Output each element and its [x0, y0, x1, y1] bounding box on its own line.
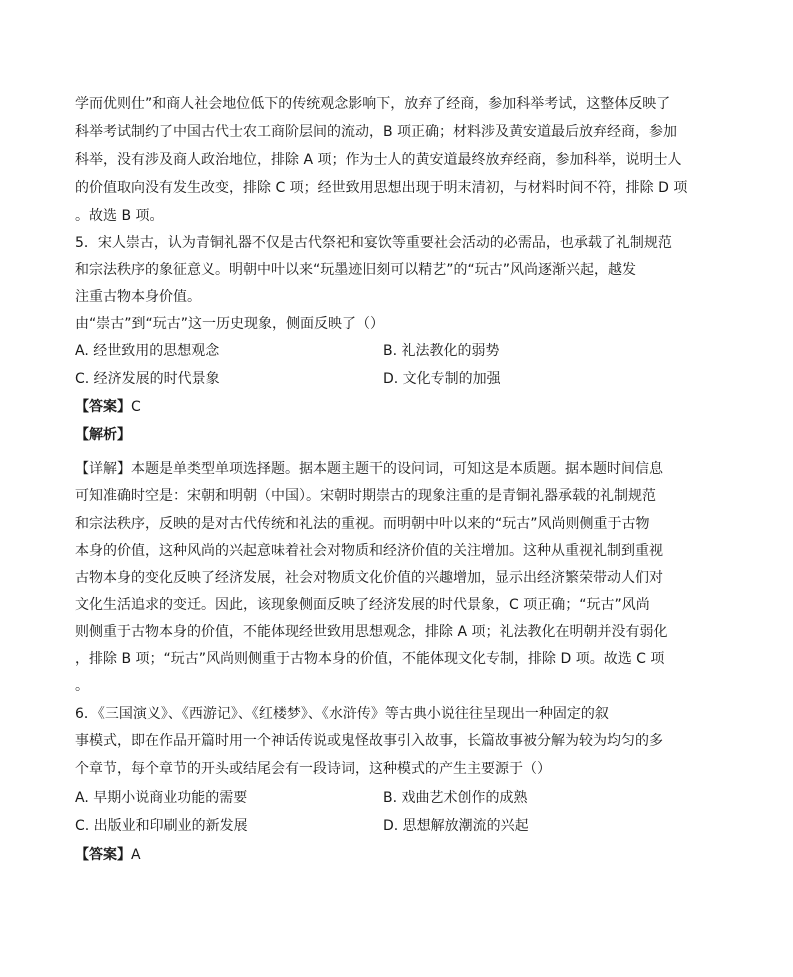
q5-detail-line-4: 本身的价值，这种风尚的兴起意味着社会对物质和经济价值的关注增加。这种从重视礼制到重视 [75, 543, 663, 559]
q5-option-a: A. 经世致用的思想观念 [75, 343, 220, 359]
q5-option-c: C. 经济发展的时代景象 [75, 371, 220, 387]
q6-option-d: D. 思想解放潮流的兴起 [383, 818, 529, 834]
q5-answer-value: C [131, 399, 141, 415]
prev-analysis-line-5: 。故选 B 项。 [75, 208, 164, 224]
q5-stem-line-2: 和宗法秩序的象征意义。明朝中叶以来“玩墨迹旧刻可以精艺”的“玩古”风尚逐渐兴起，越发 [75, 262, 637, 278]
q5-detail-line-2: 可知准确时空是：宋朝和明朝（中国）。宋朝时期崇古的现象注重的是青铜礼器承载的礼制规范 [75, 488, 656, 504]
q6-answer [75, 845, 141, 865]
q5-detail-line-3: 和宗法秩序，反映的是对古代传统和礼法的重视。而明朝中叶以来的“玩古”风尚则侧重于古物 [75, 516, 650, 532]
q5-answer [75, 397, 141, 417]
q6-answer-label: 【答案】 [75, 847, 131, 863]
prev-analysis-line-4: 的价值取向没有发生改变，排除 C 项；经世致用思想出现于明末清初，与材料时间不符，排除 D 项 [75, 180, 688, 196]
q5-stem-line-1: 5．宋人崇古，认为青铜礼器不仅是古代祭祀和宴饮等重要社会活动的必需品，也承载了礼制规范 [75, 235, 672, 251]
q5-option-b: B. 礼法教化的弱势 [383, 343, 500, 359]
q6-stem-line-3: 个章节，每个章节的开头或结尾会有一段诗词，这种模式的产生主要源于（） [75, 761, 551, 777]
q6-stem-line-2: 事模式，即在作品开篇时用一个神话传说或鬼怪故事引入故事，长篇故事被分解为较为均匀的多 [75, 733, 663, 749]
q5-detail-line-6: 文化生活追求的变迁。因此，该现象侧面反映了经济发展的时代景象，C 项正确；“玩古”风尚 [75, 597, 650, 613]
q5-analysis-label [75, 425, 131, 445]
q5-stem-line-3: 注重古物本身价值。 [75, 289, 201, 305]
q5-stem-line-4: 由“崇古”到“玩古”这一历史现象，侧面反映了（） [75, 316, 385, 332]
prev-analysis-line-3: 科举，没有涉及商人政治地位，排除 A 项；作为士人的黄安道最终放弃经商，参加科举，说明士人 [75, 152, 682, 168]
q5-detail-line-1: 【详解】本题是单类型单项选择题。据本题主题干的设问词，可知这是本质题。据本题时间信息 [75, 461, 663, 477]
q5-analysis-label-text: 【解析】 [75, 427, 131, 443]
q6-option-c: C. 出版业和印刷业的新发展 [75, 818, 248, 834]
q5-detail-line-7: 则侧重于古物本身的价值，不能体现经世致用思想观念，排除 A 项；礼法教化在明朝并没有弱化 [75, 624, 668, 640]
q6-option-a: A. 早期小说商业功能的需要 [75, 790, 248, 806]
q5-option-d: D. 文化专制的加强 [383, 371, 501, 387]
q5-detail-line-5: 古物本身的变化反映了经济发展，社会对物质文化价值的兴趣增加，显示出经济繁荣带动人们对 [75, 570, 663, 586]
q5-detail-line-9: 。 [75, 678, 89, 694]
q5-detail-line-8: ，排除 B 项；“玩古”风尚则侧重于古物本身的价值，不能体现文化专制，排除 D 项。故选 C 项 [75, 651, 665, 667]
prev-analysis-line-1: 学而优则仕”和商人社会地位低下的传统观念影响下，放弃了经商，参加科举考试，这整体反映了 [75, 96, 671, 112]
q6-stem-line-1: 6．《三国演义》、《西游记》、《红楼梦》、《水浒传》等古典小说往往呈现出一种固定的叙 [75, 706, 609, 722]
q6-option-b: B. 戏曲艺术创作的成熟 [383, 790, 528, 806]
prev-analysis-line-2: 科举考试制约了中国古代士农工商阶层间的流动，B 项正确；材料涉及黄安道最后放弃经商，参加 [75, 124, 678, 140]
q5-answer-label: 【答案】 [75, 399, 131, 415]
q6-answer-value: A [131, 847, 141, 863]
